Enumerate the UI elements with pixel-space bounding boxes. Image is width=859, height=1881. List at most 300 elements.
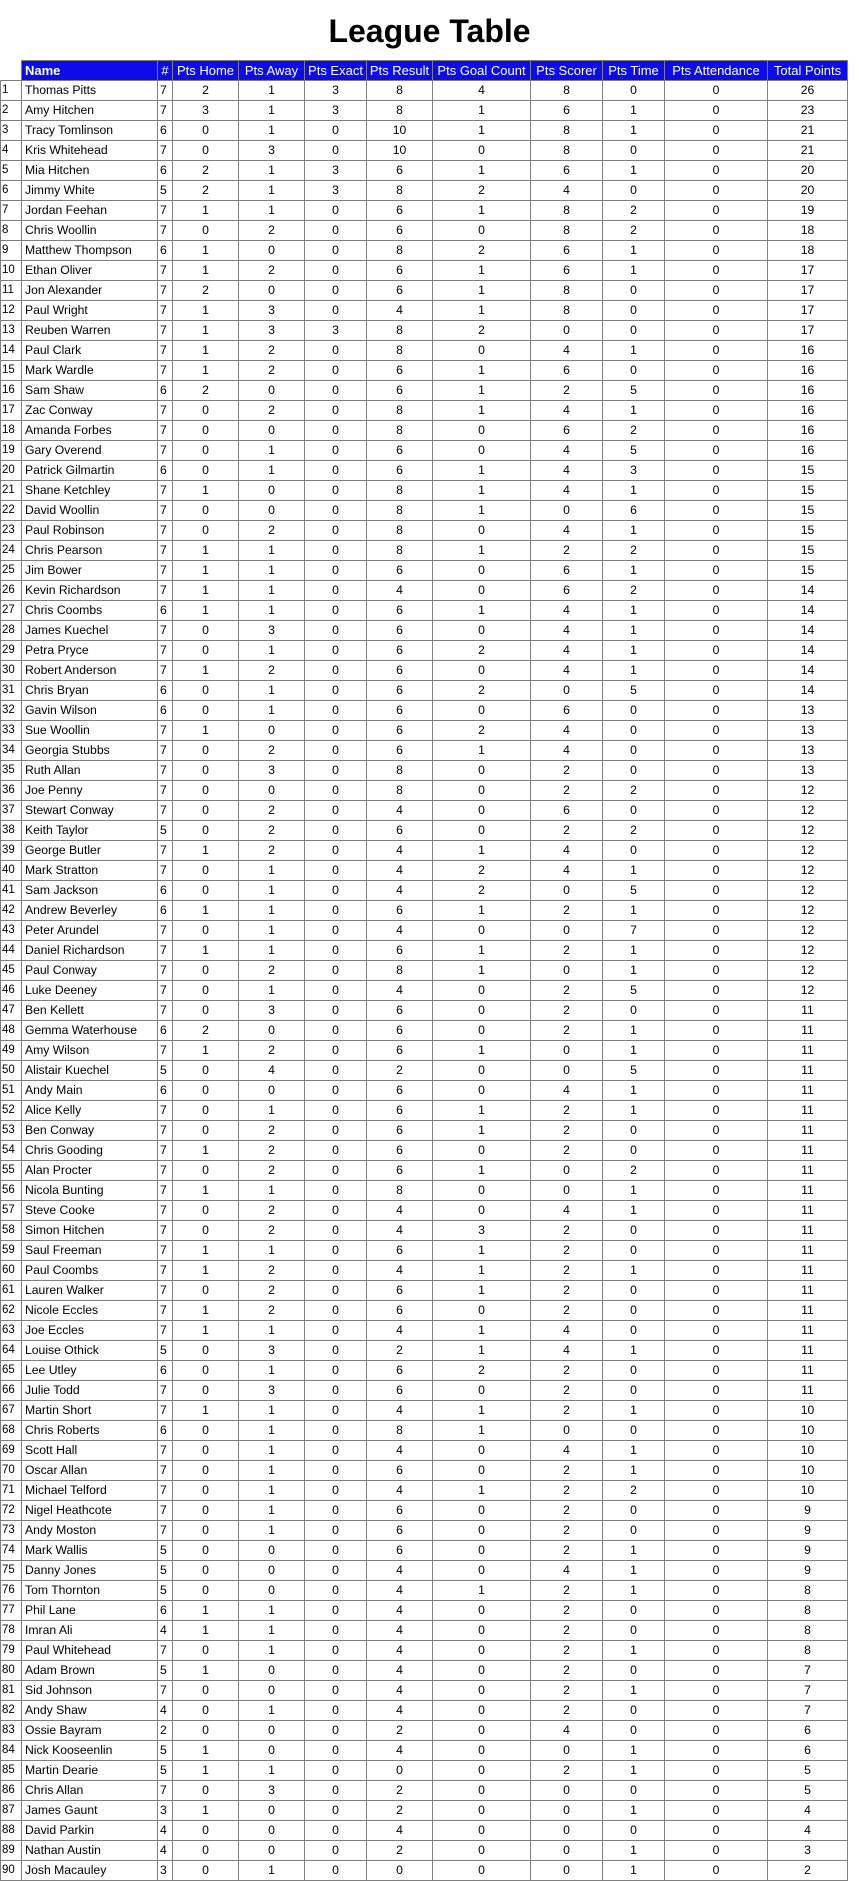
total-points-cell[interactable]: 16: [768, 401, 848, 421]
pts-scorer-cell[interactable]: 4: [531, 861, 603, 881]
pts-result-cell[interactable]: 8: [367, 1421, 433, 1441]
pts-attendance-cell[interactable]: 0: [665, 1561, 768, 1581]
total-points-cell[interactable]: 10: [768, 1461, 848, 1481]
pts-goal-count-cell[interactable]: 0: [433, 1301, 531, 1321]
pts-exact-cell[interactable]: 0: [305, 821, 367, 841]
pts-scorer-cell[interactable]: 0: [531, 921, 603, 941]
pts-exact-cell[interactable]: 0: [305, 541, 367, 561]
pts-attendance-cell[interactable]: 0: [665, 1201, 768, 1221]
player-name-cell[interactable]: Chris Gooding: [22, 1141, 158, 1161]
player-name-cell[interactable]: Paul Conway: [22, 961, 158, 981]
table-row[interactable]: [1, 801, 848, 821]
total-points-cell[interactable]: 11: [768, 1221, 848, 1241]
pts-exact-cell[interactable]: 0: [305, 1021, 367, 1041]
pts-attendance-cell[interactable]: 0: [665, 801, 768, 821]
total-points-cell[interactable]: 11: [768, 1081, 848, 1101]
row-number-cell[interactable]: 88: [1, 1821, 22, 1841]
player-name-cell[interactable]: Martin Dearie: [22, 1761, 158, 1781]
row-number-cell[interactable]: 83: [1, 1721, 22, 1741]
pts-scorer-cell[interactable]: 2: [531, 1261, 603, 1281]
pts-attendance-cell[interactable]: 0: [665, 1501, 768, 1521]
pts-away-cell[interactable]: 0: [239, 381, 305, 401]
total-points-cell[interactable]: 10: [768, 1481, 848, 1501]
table-row[interactable]: [1, 441, 848, 461]
row-number-cell[interactable]: 40: [1, 861, 22, 881]
games-played-cell[interactable]: 7: [158, 841, 173, 861]
pts-away-cell[interactable]: 2: [239, 821, 305, 841]
table-row[interactable]: [1, 1041, 848, 1061]
player-name-cell[interactable]: Peter Arundel: [22, 921, 158, 941]
total-points-cell[interactable]: 17: [768, 281, 848, 301]
pts-goal-count-cell[interactable]: 1: [433, 941, 531, 961]
pts-home-cell[interactable]: 1: [173, 541, 239, 561]
player-name-cell[interactable]: Chris Roberts: [22, 1421, 158, 1441]
row-number-cell[interactable]: 37: [1, 801, 22, 821]
games-played-cell[interactable]: 7: [158, 281, 173, 301]
games-played-cell[interactable]: 7: [158, 941, 173, 961]
games-played-cell[interactable]: 7: [158, 521, 173, 541]
pts-exact-cell[interactable]: 0: [305, 1441, 367, 1461]
pts-attendance-cell[interactable]: 0: [665, 1601, 768, 1621]
total-points-cell[interactable]: 10: [768, 1401, 848, 1421]
table-row[interactable]: [1, 1721, 848, 1741]
pts-result-cell[interactable]: 6: [367, 821, 433, 841]
pts-scorer-cell[interactable]: 8: [531, 281, 603, 301]
pts-exact-cell[interactable]: 0: [305, 261, 367, 281]
total-points-cell[interactable]: 7: [768, 1681, 848, 1701]
pts-goal-count-cell[interactable]: 0: [433, 1781, 531, 1801]
pts-time-cell[interactable]: 2: [603, 821, 665, 841]
pts-result-cell[interactable]: 4: [367, 1601, 433, 1621]
pts-exact-cell[interactable]: 0: [305, 561, 367, 581]
player-name-cell[interactable]: James Kuechel: [22, 621, 158, 641]
total-points-cell[interactable]: 20: [768, 181, 848, 201]
pts-time-cell[interactable]: 0: [603, 1721, 665, 1741]
pts-home-cell[interactable]: 1: [173, 241, 239, 261]
player-name-cell[interactable]: Amanda Forbes: [22, 421, 158, 441]
player-name-cell[interactable]: Oscar Allan: [22, 1461, 158, 1481]
pts-away-cell[interactable]: 0: [239, 281, 305, 301]
games-played-cell[interactable]: 6: [158, 161, 173, 181]
pts-home-cell[interactable]: 1: [173, 1301, 239, 1321]
pts-exact-cell[interactable]: 0: [305, 981, 367, 1001]
table-row[interactable]: [1, 301, 848, 321]
pts-time-cell[interactable]: 1: [603, 901, 665, 921]
row-number-cell[interactable]: 3: [1, 121, 22, 141]
pts-goal-count-cell[interactable]: 1: [433, 1421, 531, 1441]
pts-exact-cell[interactable]: 0: [305, 1181, 367, 1201]
pts-goal-count-cell[interactable]: 1: [433, 1121, 531, 1141]
games-played-cell[interactable]: 7: [158, 1001, 173, 1021]
player-name-cell[interactable]: Paul Clark: [22, 341, 158, 361]
games-played-cell[interactable]: 7: [158, 401, 173, 421]
games-played-cell[interactable]: 7: [158, 761, 173, 781]
pts-result-cell[interactable]: 4: [367, 1481, 433, 1501]
pts-goal-count-cell[interactable]: 0: [433, 1741, 531, 1761]
pts-result-cell[interactable]: 2: [367, 1341, 433, 1361]
pts-attendance-cell[interactable]: 0: [665, 421, 768, 441]
col-header-pts-away[interactable]: Pts Away: [239, 61, 305, 81]
pts-result-cell[interactable]: 6: [367, 1081, 433, 1101]
player-name-cell[interactable]: Nicole Eccles: [22, 1301, 158, 1321]
pts-result-cell[interactable]: 8: [367, 321, 433, 341]
pts-attendance-cell[interactable]: 0: [665, 861, 768, 881]
player-name-cell[interactable]: Imran Ali: [22, 1621, 158, 1641]
total-points-cell[interactable]: 12: [768, 961, 848, 981]
pts-scorer-cell[interactable]: 2: [531, 1401, 603, 1421]
total-points-cell[interactable]: 12: [768, 881, 848, 901]
col-header-pts-result[interactable]: Pts Result: [367, 61, 433, 81]
table-row[interactable]: [1, 1381, 848, 1401]
pts-result-cell[interactable]: 6: [367, 561, 433, 581]
row-number-cell[interactable]: 66: [1, 1381, 22, 1401]
pts-time-cell[interactable]: 1: [603, 1861, 665, 1881]
total-points-cell[interactable]: 4: [768, 1821, 848, 1841]
pts-time-cell[interactable]: 5: [603, 381, 665, 401]
table-row[interactable]: [1, 321, 848, 341]
pts-result-cell[interactable]: 10: [367, 141, 433, 161]
row-number-cell[interactable]: 36: [1, 781, 22, 801]
player-name-cell[interactable]: Chris Allan: [22, 1781, 158, 1801]
pts-attendance-cell[interactable]: 0: [665, 1181, 768, 1201]
table-row[interactable]: [1, 1021, 848, 1041]
row-number-cell[interactable]: 46: [1, 981, 22, 1001]
pts-exact-cell[interactable]: 0: [305, 621, 367, 641]
games-played-cell[interactable]: 6: [158, 1361, 173, 1381]
pts-result-cell[interactable]: 4: [367, 1821, 433, 1841]
pts-away-cell[interactable]: 1: [239, 541, 305, 561]
pts-scorer-cell[interactable]: 0: [531, 681, 603, 701]
pts-goal-count-cell[interactable]: 0: [433, 1861, 531, 1881]
pts-time-cell[interactable]: 2: [603, 1481, 665, 1501]
table-row[interactable]: [1, 661, 848, 681]
pts-exact-cell[interactable]: 3: [305, 81, 367, 101]
pts-goal-count-cell[interactable]: 2: [433, 861, 531, 881]
pts-exact-cell[interactable]: 0: [305, 1321, 367, 1341]
pts-scorer-cell[interactable]: 0: [531, 501, 603, 521]
table-row[interactable]: [1, 681, 848, 701]
table-row[interactable]: [1, 781, 848, 801]
pts-result-cell[interactable]: 6: [367, 1241, 433, 1261]
pts-away-cell[interactable]: 0: [239, 1801, 305, 1821]
col-header-pts-attendance[interactable]: Pts Attendance: [665, 61, 768, 81]
table-row[interactable]: [1, 1821, 848, 1841]
table-row[interactable]: [1, 1741, 848, 1761]
games-played-cell[interactable]: 7: [158, 101, 173, 121]
total-points-cell[interactable]: 3: [768, 1841, 848, 1861]
total-points-cell[interactable]: 14: [768, 621, 848, 641]
pts-home-cell[interactable]: 0: [173, 1361, 239, 1381]
pts-scorer-cell[interactable]: 4: [531, 661, 603, 681]
player-name-cell[interactable]: Daniel Richardson: [22, 941, 158, 961]
pts-time-cell[interactable]: 1: [603, 561, 665, 581]
col-header-total-points[interactable]: Total Points: [768, 61, 848, 81]
table-row[interactable]: [1, 1321, 848, 1341]
pts-away-cell[interactable]: 1: [239, 461, 305, 481]
pts-goal-count-cell[interactable]: 0: [433, 781, 531, 801]
pts-away-cell[interactable]: 1: [239, 1861, 305, 1881]
player-name-cell[interactable]: Paul Wright: [22, 301, 158, 321]
table-row[interactable]: [1, 1121, 848, 1141]
pts-attendance-cell[interactable]: 0: [665, 881, 768, 901]
table-row[interactable]: [1, 161, 848, 181]
pts-home-cell[interactable]: 0: [173, 1421, 239, 1441]
pts-scorer-cell[interactable]: 4: [531, 441, 603, 461]
pts-goal-count-cell[interactable]: 0: [433, 1461, 531, 1481]
pts-away-cell[interactable]: 1: [239, 1701, 305, 1721]
pts-scorer-cell[interactable]: 6: [531, 581, 603, 601]
player-name-cell[interactable]: Tracy Tomlinson: [22, 121, 158, 141]
pts-exact-cell[interactable]: 0: [305, 1261, 367, 1281]
player-name-cell[interactable]: Scott Hall: [22, 1441, 158, 1461]
pts-result-cell[interactable]: 4: [367, 1321, 433, 1341]
total-points-cell[interactable]: 4: [768, 1801, 848, 1821]
pts-away-cell[interactable]: 1: [239, 101, 305, 121]
total-points-cell[interactable]: 11: [768, 1301, 848, 1321]
games-played-cell[interactable]: 6: [158, 1421, 173, 1441]
pts-time-cell[interactable]: 0: [603, 801, 665, 821]
pts-scorer-cell[interactable]: 4: [531, 461, 603, 481]
row-number-cell[interactable]: 39: [1, 841, 22, 861]
table-row[interactable]: [1, 241, 848, 261]
pts-time-cell[interactable]: 2: [603, 581, 665, 601]
pts-home-cell[interactable]: 1: [173, 1181, 239, 1201]
pts-goal-count-cell[interactable]: 0: [433, 1381, 531, 1401]
row-number-cell[interactable]: 38: [1, 821, 22, 841]
pts-time-cell[interactable]: 0: [603, 1701, 665, 1721]
pts-exact-cell[interactable]: 0: [305, 461, 367, 481]
pts-home-cell[interactable]: 0: [173, 1201, 239, 1221]
pts-attendance-cell[interactable]: 0: [665, 1381, 768, 1401]
pts-attendance-cell[interactable]: 0: [665, 841, 768, 861]
pts-exact-cell[interactable]: 0: [305, 661, 367, 681]
games-played-cell[interactable]: 6: [158, 681, 173, 701]
row-number-cell[interactable]: 52: [1, 1101, 22, 1121]
pts-home-cell[interactable]: 1: [173, 1041, 239, 1061]
row-number-cell[interactable]: 41: [1, 881, 22, 901]
pts-home-cell[interactable]: 0: [173, 1281, 239, 1301]
pts-away-cell[interactable]: 3: [239, 1341, 305, 1361]
pts-exact-cell[interactable]: 0: [305, 601, 367, 621]
pts-result-cell[interactable]: 8: [367, 241, 433, 261]
pts-goal-count-cell[interactable]: 4: [433, 81, 531, 101]
row-number-cell[interactable]: 22: [1, 501, 22, 521]
pts-time-cell[interactable]: 0: [603, 181, 665, 201]
games-played-cell[interactable]: 7: [158, 481, 173, 501]
table-row[interactable]: [1, 741, 848, 761]
pts-exact-cell[interactable]: 0: [305, 1761, 367, 1781]
pts-away-cell[interactable]: 3: [239, 321, 305, 341]
pts-away-cell[interactable]: 2: [239, 1121, 305, 1141]
pts-scorer-cell[interactable]: 4: [531, 641, 603, 661]
pts-scorer-cell[interactable]: 2: [531, 1221, 603, 1241]
player-name-cell[interactable]: Sam Jackson: [22, 881, 158, 901]
pts-exact-cell[interactable]: 3: [305, 321, 367, 341]
table-row[interactable]: [1, 361, 848, 381]
pts-result-cell[interactable]: 6: [367, 1121, 433, 1141]
player-name-cell[interactable]: Ben Kellett: [22, 1001, 158, 1021]
pts-scorer-cell[interactable]: 2: [531, 941, 603, 961]
pts-home-cell[interactable]: 0: [173, 141, 239, 161]
pts-goal-count-cell[interactable]: 1: [433, 1101, 531, 1121]
pts-time-cell[interactable]: 1: [603, 1841, 665, 1861]
col-header-pts-scorer[interactable]: Pts Scorer: [531, 61, 603, 81]
pts-goal-count-cell[interactable]: 0: [433, 1821, 531, 1841]
pts-goal-count-cell[interactable]: 1: [433, 1321, 531, 1341]
player-name-cell[interactable]: Louise Othick: [22, 1341, 158, 1361]
player-name-cell[interactable]: James Gaunt: [22, 1801, 158, 1821]
pts-time-cell[interactable]: 0: [603, 741, 665, 761]
total-points-cell[interactable]: 13: [768, 721, 848, 741]
pts-away-cell[interactable]: 0: [239, 1841, 305, 1861]
pts-home-cell[interactable]: 3: [173, 101, 239, 121]
pts-attendance-cell[interactable]: 0: [665, 741, 768, 761]
pts-goal-count-cell[interactable]: 1: [433, 961, 531, 981]
row-number-cell[interactable]: 70: [1, 1461, 22, 1481]
total-points-cell[interactable]: 9: [768, 1501, 848, 1521]
games-played-cell[interactable]: 7: [158, 621, 173, 641]
games-played-cell[interactable]: 7: [158, 1121, 173, 1141]
pts-time-cell[interactable]: 1: [603, 1081, 665, 1101]
pts-result-cell[interactable]: 4: [367, 1681, 433, 1701]
pts-attendance-cell[interactable]: 0: [665, 1161, 768, 1181]
games-played-cell[interactable]: 5: [158, 1061, 173, 1081]
total-points-cell[interactable]: 15: [768, 561, 848, 581]
total-points-cell[interactable]: 11: [768, 1121, 848, 1141]
row-number-cell[interactable]: 74: [1, 1541, 22, 1561]
pts-scorer-cell[interactable]: 8: [531, 221, 603, 241]
pts-goal-count-cell[interactable]: 0: [433, 1061, 531, 1081]
pts-home-cell[interactable]: 1: [173, 1741, 239, 1761]
pts-attendance-cell[interactable]: 0: [665, 1141, 768, 1161]
total-points-cell[interactable]: 10: [768, 1441, 848, 1461]
table-row[interactable]: [1, 81, 848, 101]
row-number-cell[interactable]: 7: [1, 201, 22, 221]
pts-goal-count-cell[interactable]: 1: [433, 1281, 531, 1301]
pts-home-cell[interactable]: 2: [173, 161, 239, 181]
pts-attendance-cell[interactable]: 0: [665, 561, 768, 581]
pts-time-cell[interactable]: 2: [603, 421, 665, 441]
player-name-cell[interactable]: Chris Bryan: [22, 681, 158, 701]
pts-scorer-cell[interactable]: 8: [531, 81, 603, 101]
pts-goal-count-cell[interactable]: 1: [433, 1041, 531, 1061]
games-played-cell[interactable]: 7: [158, 581, 173, 601]
row-number-cell[interactable]: 80: [1, 1661, 22, 1681]
pts-exact-cell[interactable]: 0: [305, 1301, 367, 1321]
pts-exact-cell[interactable]: 0: [305, 1681, 367, 1701]
pts-time-cell[interactable]: 1: [603, 1341, 665, 1361]
pts-attendance-cell[interactable]: 0: [665, 1661, 768, 1681]
pts-time-cell[interactable]: 1: [603, 641, 665, 661]
pts-goal-count-cell[interactable]: 0: [433, 581, 531, 601]
table-row[interactable]: [1, 421, 848, 441]
row-number-cell[interactable]: 50: [1, 1061, 22, 1081]
games-played-cell[interactable]: 2: [158, 1721, 173, 1741]
pts-exact-cell[interactable]: 0: [305, 521, 367, 541]
pts-attendance-cell[interactable]: 0: [665, 821, 768, 841]
pts-exact-cell[interactable]: 0: [305, 381, 367, 401]
pts-scorer-cell[interactable]: 2: [531, 1681, 603, 1701]
pts-time-cell[interactable]: 5: [603, 981, 665, 1001]
table-row[interactable]: [1, 1101, 848, 1121]
pts-exact-cell[interactable]: 0: [305, 1121, 367, 1141]
total-points-cell[interactable]: 13: [768, 741, 848, 761]
row-number-cell[interactable]: 45: [1, 961, 22, 981]
pts-scorer-cell[interactable]: 0: [531, 321, 603, 341]
pts-scorer-cell[interactable]: 2: [531, 1281, 603, 1301]
pts-home-cell[interactable]: 1: [173, 661, 239, 681]
player-name-cell[interactable]: Nathan Austin: [22, 1841, 158, 1861]
games-played-cell[interactable]: 5: [158, 1541, 173, 1561]
pts-scorer-cell[interactable]: 2: [531, 1481, 603, 1501]
pts-result-cell[interactable]: 6: [367, 721, 433, 741]
games-played-cell[interactable]: 3: [158, 1801, 173, 1821]
total-points-cell[interactable]: 11: [768, 1161, 848, 1181]
pts-time-cell[interactable]: 0: [603, 1121, 665, 1141]
pts-away-cell[interactable]: 3: [239, 1781, 305, 1801]
player-name-cell[interactable]: Kevin Richardson: [22, 581, 158, 601]
pts-time-cell[interactable]: 2: [603, 541, 665, 561]
pts-attendance-cell[interactable]: 0: [665, 761, 768, 781]
table-row[interactable]: [1, 1181, 848, 1201]
pts-scorer-cell[interactable]: 4: [531, 521, 603, 541]
pts-result-cell[interactable]: 0: [367, 1761, 433, 1781]
games-played-cell[interactable]: 7: [158, 1041, 173, 1061]
row-number-cell[interactable]: 90: [1, 1861, 22, 1881]
pts-away-cell[interactable]: 0: [239, 1581, 305, 1601]
pts-away-cell[interactable]: 2: [239, 1201, 305, 1221]
col-header-played[interactable]: #: [158, 61, 173, 81]
pts-goal-count-cell[interactable]: 0: [433, 1441, 531, 1461]
total-points-cell[interactable]: 7: [768, 1701, 848, 1721]
pts-home-cell[interactable]: 0: [173, 441, 239, 461]
pts-scorer-cell[interactable]: 2: [531, 1541, 603, 1561]
pts-home-cell[interactable]: 1: [173, 1601, 239, 1621]
pts-attendance-cell[interactable]: 0: [665, 1401, 768, 1421]
pts-scorer-cell[interactable]: 0: [531, 881, 603, 901]
pts-result-cell[interactable]: 6: [367, 681, 433, 701]
total-points-cell[interactable]: 18: [768, 221, 848, 241]
pts-result-cell[interactable]: 6: [367, 261, 433, 281]
pts-result-cell[interactable]: 8: [367, 341, 433, 361]
games-played-cell[interactable]: 7: [158, 1441, 173, 1461]
pts-attendance-cell[interactable]: 0: [665, 1101, 768, 1121]
pts-exact-cell[interactable]: 0: [305, 1821, 367, 1841]
pts-scorer-cell[interactable]: 4: [531, 621, 603, 641]
pts-scorer-cell[interactable]: 2: [531, 1361, 603, 1381]
player-name-cell[interactable]: Adam Brown: [22, 1661, 158, 1681]
games-played-cell[interactable]: 7: [158, 1321, 173, 1341]
table-row[interactable]: [1, 961, 848, 981]
table-row[interactable]: [1, 1161, 848, 1181]
pts-goal-count-cell[interactable]: 0: [433, 1081, 531, 1101]
pts-time-cell[interactable]: 0: [603, 761, 665, 781]
pts-exact-cell[interactable]: 0: [305, 1161, 367, 1181]
pts-goal-count-cell[interactable]: 1: [433, 601, 531, 621]
games-played-cell[interactable]: 7: [158, 1281, 173, 1301]
pts-away-cell[interactable]: 1: [239, 881, 305, 901]
pts-result-cell[interactable]: 6: [367, 601, 433, 621]
pts-attendance-cell[interactable]: 0: [665, 141, 768, 161]
table-row[interactable]: [1, 1201, 848, 1221]
pts-home-cell[interactable]: 1: [173, 481, 239, 501]
pts-goal-count-cell[interactable]: 0: [433, 1141, 531, 1161]
table-row[interactable]: [1, 1281, 848, 1301]
pts-goal-count-cell[interactable]: 0: [433, 1621, 531, 1641]
pts-scorer-cell[interactable]: 6: [531, 101, 603, 121]
pts-scorer-cell[interactable]: 2: [531, 1601, 603, 1621]
player-name-cell[interactable]: Sue Woollin: [22, 721, 158, 741]
